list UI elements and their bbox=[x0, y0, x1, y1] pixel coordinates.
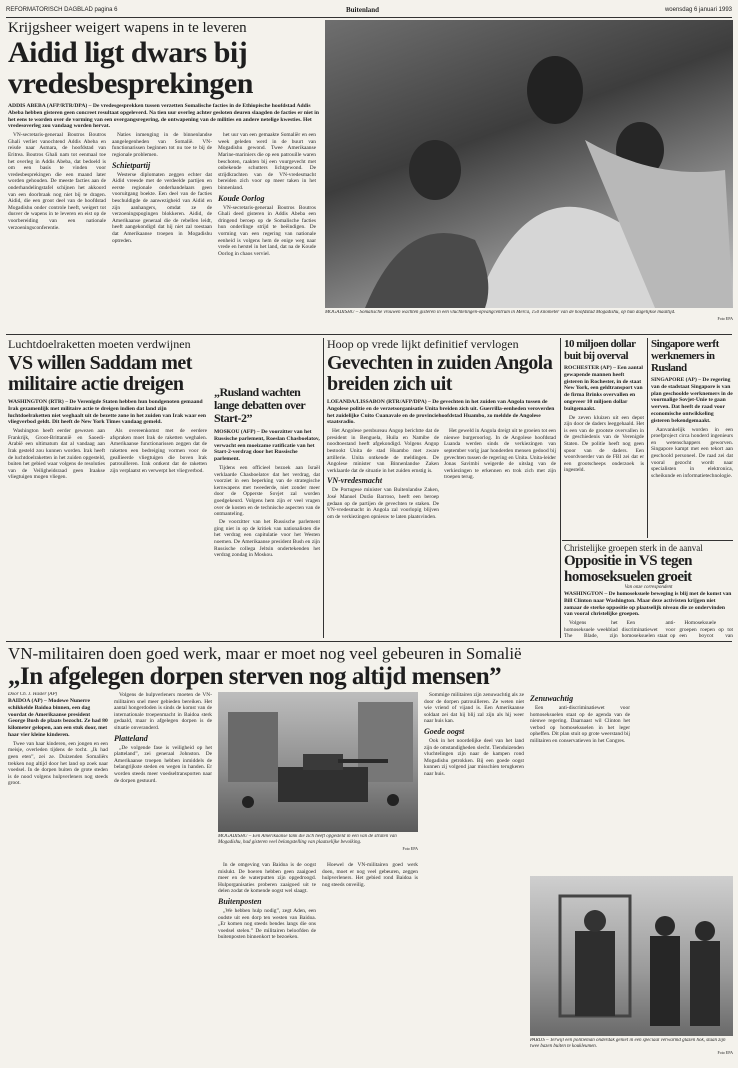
article-text: Een anti-discriminatiewet voor homoseksuelen staat op bbox=[621, 620, 676, 638]
page-header bbox=[6, 6, 732, 16]
header-rule bbox=[6, 17, 732, 18]
article-headline: Gevechten in zuiden Angola breiden zich uit bbox=[327, 352, 553, 395]
article-text: Washington heeft eerder gewezen aan Frankrijk, Groot-Brittannië en Saoedi-Arabië een ultimatum dat al vandaag aan Irak gesteld zou kunnen worden. Irak heeft de luchtdoelraketten in het zuiden opgesteld, buiten het gebied waar volgens de resoluties van de Veiligheidsraad geen Iraakse vliegtuigen mogen vliegen. bbox=[8, 428, 105, 481]
divider bbox=[647, 338, 648, 538]
article-text: het uur van een gemaakte Somaliër en een week geleden werd in de buurt van Mogadishu gewond. Twee Amerikaanse Marine-mariniers die op een patrouille waren beschoten, raakten bij een vuurgevecht met onbekende schutters lichtgewond. De strijdkrachten van de VN-vredesmacht bereiden zich voor op meer taken in het binnenland. bbox=[218, 132, 316, 191]
article-kicker: VN-militairen doen goed werk, maar er moet nog veel gebeuren in Somalië bbox=[8, 644, 522, 663]
article-text: De voorzitter van het Russische parlement ging niet in op de kritiek van nationalisten die het verdrag een capitulatie voor het Westen noemen. De Amerikaanse president Bush en zijn Russische collega Jeltsin ondertekenden het verdrag zondag in Moskou. bbox=[214, 519, 320, 559]
article-subhead: VN-vredesmacht bbox=[327, 476, 383, 486]
article-saddam bbox=[8, 338, 208, 638]
divider bbox=[560, 338, 561, 638]
article-text: Hoewel de VN-militairen goed werk doen, moet er nog veel gebeuren, zeggen hulpverleners. Het gebied rond Baidoa is nog steeds onveilig. bbox=[322, 862, 418, 888]
article-text: Homoseksuele groepen roepen op tot een boycot van bbox=[679, 620, 733, 638]
article-headline: Oppositie in VS tegen homoseksuelen groeit bbox=[564, 553, 692, 585]
article-lead: WASHINGTON (RTR) – De Verenigde Staten hebben hun bondgenoten gemaand Irak gezamenlijk met militaire actie te dreigen indien dat land zijn luchtdoelraketten niet weghaalt uit de bezette zone in het zuiden van Irak waar een vliegverbod geldt. Dit heeft de New York Times vandaag gemeld. bbox=[8, 399, 206, 426]
article-headline: Singapore werft werknemers in Rusland bbox=[651, 338, 719, 374]
article-text: VN-secretaris-generaal Boutros Boutros Ghali deed gisteren in Addis Abeba een dringend beroep op de Somalische facties hun onderlinge strijd te beëindigen. De vorming van een regering van nationale eenheid is volgens hem de enige weg naar vrede en herstel in het land, dat na de Koude Oorlog in chaos verviel. bbox=[218, 204, 316, 257]
article-text: Naties inmenging in de binnenlandse aangelegenheden van Somalië. VN-functionarissen beginnen tot nu toe te bij de regionale problemen. bbox=[112, 132, 212, 158]
article-lead: SINGAPORE (AP) – De regering van de stadstaat Singapore is van plan geschoolde werknemers in de voormalige Sovjet-Unie te gaan werven. Dat heeft de raad voor economische ontwikkeling gisteren bekendgemaakt. bbox=[651, 377, 733, 424]
article-subhead: Buitenposten bbox=[218, 896, 262, 906]
article-somalia-col4 bbox=[322, 862, 418, 1062]
article-lead: WASHINGTON – De homoseksuele beweging is blij met de komst van Bill Clinton naar Washington. Maar deze activisten krijgen niet zomaar de sterke oppositie op plaatselijk niveau die ze ondervinden van vooral christelijke groepen. bbox=[564, 591, 732, 618]
divider bbox=[323, 338, 324, 638]
article-headline: „Rusland wachten lange debatten over Start-2” bbox=[214, 386, 305, 425]
photo-paris-police bbox=[530, 876, 733, 1036]
caption-text: MOGADISHU – Een Amerikaanse tank die zich heeft opgesteld in een van de straten van Mogadishu, had gisteren veel belangstelling van plaatselijke bevolking. bbox=[218, 834, 397, 845]
photo-credit: Foto EPA bbox=[402, 846, 418, 851]
article-text: VN-secretaris-generaal Boutros Boutros Ghali verliet vanochtend Addis Abeba en reisde naar Asmara, de hoofdstad van Eritrea. Boutros Ghali nam tot eenmaal toe het overleg in Addis Abeba, dat bedoeld is om een basis te vinden voor vredesbesprekingen die een maand later worden gehouden. De meeste facties aan de onderhandelingstafel schijnen het akkoord van een doorbraak nog niet bij te dragen. Aidid, die een groot deel van de hoofdstad Mogadishu onder controle heeft, weigert tot dusver de wapens in te leveren en eist op de voorbereiding van een nationale verzoeningsconferentie. bbox=[8, 132, 106, 231]
article-somalia-col3 bbox=[218, 862, 316, 1062]
article-text: Het geweld in Angola dreigt uit te groeien tot een nieuwe burgeroorlog. In de Angolese hoofdstad Luanda werden sinds de verkiezingen van september vorig jaar honderden mensen gedood bij gevechten tussen de regering en Unita. Unita-leider Jonas Savimbi weigerde de uitslag van de verkiezingen te erkennen en trok zich met zijn troepen terug. bbox=[444, 428, 556, 481]
article-singapore bbox=[651, 338, 733, 538]
photo-tank bbox=[218, 692, 418, 832]
header-paper-name: REFORMATORISCH DAGBLAD pagina 6 bbox=[6, 7, 118, 13]
article-byline: Door Ch. J. Hasler (AP) bbox=[8, 692, 58, 697]
article-text: Westerse diplomaten zeggen echter dat Aidid vreesde met de verdeelde partijen en eerste regionale onderhandelaars geen vooruitgang boekte. Een deel van de facties beschuldigde de aanwezigheid van Aidid en zijn aanhangers, omdat ze de verzoeningspogingen blokkeren. Aidid, de Amerikaanse generaal die de rebellen leidt, heeft aangekondigd dat hij niet zal toestaan dat Amerikaanse troepen in Mogadishu optreden. bbox=[112, 171, 212, 244]
caption-text: PARIJS – Terwijl een politieman onderdak geniet in een speciaal verwarmd glazen hok, staan zijn twee bazen buiten te koukleumen. bbox=[530, 1038, 726, 1049]
article-start2 bbox=[214, 386, 320, 636]
article-subhead: Koude Oorlog bbox=[218, 193, 265, 203]
article-headline: VS willen Saddam met militaire actie dreigen bbox=[8, 352, 192, 395]
divider bbox=[562, 540, 733, 541]
article-text: De zeven kluizen uit een depot zijn door de daders leeggehaald. Het is een van de grootste overvallen in de geschiedenis van de Verenigde Staten. De politie heeft nog geen spoor van de daders. Een woordvoerder van de FBI zei dat er een grootscheeps onderzoek is ingesteld. bbox=[564, 414, 644, 474]
article-somalia-col1 bbox=[8, 692, 108, 1062]
article-lead: ADDIS ABEBA (AFP/RTR/DPA) – De vredesgesprekken tussen verzetten Somalische facties in de Ethiopische hoofdstad Addis Abeba hebben gisteren geen concreet resultaat opgeleverd. Na tien uur overleg achter gesloten deuren slaagden de facties er niet in het eens te worden over de vorming van een overgangsregering, de ontwapening van de milities en andere netelige kwesties. Het vredesoverleg zou vandaag worden hervat. bbox=[8, 103, 319, 130]
photo1-caption bbox=[325, 310, 733, 332]
article-angola bbox=[327, 338, 557, 638]
article-kicker: Hoop op vrede lijkt definitief vervlogen bbox=[327, 338, 519, 351]
article-text: „De volgende fase is veiligheid op het platteland”, zei generaal Johnston. De Amerikaanse troepen hebben inmiddels de belangrijkste steden en wegen in handen. Er worden steeds meer voedseltransporten naar de dorpen gestuurd. bbox=[114, 744, 212, 784]
caption-text: MOGADISHU – Somalische vrouwen wachten gisteren in een vluchtelingen-opvangcentrum in Merca, 150 kilometer van de hoofdstad Mogadishu, op hun dagelijkse maaltijd. bbox=[325, 310, 676, 315]
photo-image bbox=[218, 692, 418, 832]
article-text: Volgens de hulpverleners moeten de VN-militairen snel meer gebieden bereiken. Het aantal hongerdoden is sinds de komst van de internationale troepenmacht in Baidoa sterk gedaald, maar in afgelegen dorpen is de situatie onveranderd. bbox=[114, 692, 212, 731]
article-headline: 10 miljoen dollar buit bij overval bbox=[564, 338, 636, 362]
article-somalia-col5 bbox=[424, 692, 524, 1062]
article-kicker: Luchtdoelraketten moeten verdwijnen bbox=[8, 338, 191, 351]
photo2-caption bbox=[218, 834, 418, 858]
article-text: „We hebben hulp nodig”, zegt Aden, een oudste uit een dorp ten westen van Baidoa. „Er komen nog steeds bendes langs die ons voedsel stelen.” De militairen beloofden de buitenposten binnenkort te bezoeken. bbox=[218, 907, 316, 941]
article-lead: BAIDOA (AP) – Modewe Nunerre schikkelde Baidoa binnen, een dag voordat de Amerikaanse president George Bush de plaats bezocht. Ze had 80 kilometer gelopen, aan een stuk door, met haar vier kleine kinderen. bbox=[8, 698, 108, 738]
article-rochester bbox=[564, 338, 644, 538]
divider bbox=[6, 334, 732, 335]
article-headline: „In afgelegen dorpen sterven nog altijd mensen” bbox=[8, 663, 502, 690]
article-text: De Portugese minister van Buitenlandse Zaken, José Manuel Durão Barroso, heeft een beroep gedaan op de partijen de gevechten te staken. De VN-vredesmacht in Angola zal voorlopig blijven om de verkiezingen opnieuw te laten plaatsvinden. bbox=[327, 487, 439, 520]
article-aidid bbox=[8, 20, 320, 332]
article-lead: MOSKOU (AFP) – De voorzitter van het Russische parlement, Roeslan Chasboelatov, verwacht een moeizame ratificatie van het Start-2-verdrag door het Russische parlement. bbox=[214, 429, 320, 463]
article-subhead: Zenuwachtig bbox=[530, 694, 574, 703]
header-date: woensdag 6 januari 1993 bbox=[664, 7, 732, 13]
article-byline: Van onze correspondent bbox=[624, 585, 673, 590]
article-subhead: Goede oogst bbox=[424, 726, 465, 736]
article-somalia-col6 bbox=[530, 692, 630, 872]
article-kicker: Krijgsheer weigert wapens in te leveren bbox=[8, 20, 247, 36]
photo3-caption bbox=[530, 1038, 733, 1064]
article-text: Als overeenkomst met de eerdere afspraken moet Irak de raketten weghalen. Amerikaanse functionarissen zeggen dat de raketten een bedreiging vormen voor de geallieerde vliegtuigen die boven Irak patrouilleren. Irak ontkent dat de raketten zijn verplaatst en verwerpt het vliegverbod. bbox=[110, 428, 207, 474]
article-text: Aanvankelijk worden in een proefproject circa honderd ingenieurs en wetenschappers geworven. Singapore kampt met een tekort aan geschoold personeel. De raad zei dat vooral gezocht wordt naar specialisten in elektronica, scheikunde en informatietechnologie. bbox=[651, 426, 733, 479]
article-somalia-col2 bbox=[114, 692, 212, 1062]
article-text: Sommige militairen zijn zenuwachtig als ze door de dorpen patrouilleren. Ze weten niet wie vriend of vijand is. Een Amerikaanse soldaat zei dat hij blij zal zijn als hij weer naar huis kan. bbox=[424, 692, 524, 725]
article-text: Tijdens een officieel bezoek aan Israël verklaarde Chasboelatov dat het verdrag, dat voorziet in een beperking van de strategische kernwapens met tweederde, niet zonder meer door de Opperste Sovjet zal worden goedgekeurd. Volgens hem zijn er veel vragen over de kosten en de technische aspecten van de ontmanteling. bbox=[214, 464, 320, 518]
photo-image bbox=[325, 20, 733, 308]
photo-image bbox=[530, 876, 733, 1036]
article-homosexuals bbox=[564, 543, 733, 638]
article-subhead: Platteland bbox=[114, 733, 148, 743]
article-lead: LOEANDA/LISSABON (RTR/AFP/DPA) – De gevechten in het zuiden van Angola tussen de Angolese politie en de verzetsorganisatie Unita breiden zich uit. Guerrilla-eenheden veroverden het zuidelijke Cuito Cuanavale en de provinciehoofdstad Huambo, zo meldde de Angolese staatsradio. bbox=[327, 399, 555, 426]
article-text: Volgens het homoseksuele weekblad The Blade, zijn bbox=[564, 620, 618, 638]
article-text: In de omgeving van Baidoa is de oogst mislukt. De boeren hebben geen zaaigoed meer en de waterputten zijn opgedroogd. Hulporganisaties proberen zaaigoed uit te delen zodat de komende oogst wel slaagt. bbox=[218, 862, 316, 895]
article-kicker: Christelijke groepen sterk in de aanval bbox=[564, 543, 703, 553]
article-lead: ROCHESTER (AP) – Een aantal gewapende mannen heeft gisteren in Rochester, in de staat New York, een geldtransport van de firma Brinks overvallen en ongeveer 10 miljoen dollar buitgemaakt. bbox=[564, 365, 643, 412]
article-text: Het Angolese persbureau Angop berichtte dat de president in Benguela, Huila en Namibe de noodtoestand heeft afgekondigd. Volgens Angop bestookt Unita de stad Huambo met zware artillerie. Unita ontkende de meldingen. De Angolese minister van Binnenlandse Zaken verklaarde dat de situatie in het zuiden ernstig is. bbox=[327, 428, 439, 474]
article-headline: Aidid ligt dwars bij vredesbesprekingen bbox=[8, 36, 253, 100]
photo-credit: Foto EPA bbox=[717, 1050, 733, 1055]
photo-somali-women bbox=[325, 20, 733, 308]
article-subhead: Schietpartij bbox=[112, 160, 151, 170]
article-text: Een anti-discriminatiewet voor homoseksuelen staat op de agenda van de nieuwe regering. Daarnaast wil Clinton het verbod op homoseksuelen in het leger opheffen. Dit plan stuit op grote weerstand bij militairen en conservatieven in het Congres. bbox=[530, 705, 630, 744]
article-text: Ook in het noordelijke deel van het land zijn de omstandigheden slecht. Tienduizenden vluchtelingen zijn naar de kampen rond Mogadishu getrokken. Bij een goede oogst kunnen zij volgend jaar misschien terugkeren naar huis. bbox=[424, 737, 524, 777]
header-section: Buitenland bbox=[346, 6, 380, 14]
divider bbox=[6, 641, 732, 642]
article-text: Twee van haar kinderen, een jongen en een meisje, overleden tijdens de tocht. „Ik had geen eten”, zei ze. Duizenden Somaliërs trekken nog altijd door het land op zoek naar voedsel. In de dorpen buiten de grote steden is de nood volgens hulpverleners nog steeds groot. bbox=[8, 740, 108, 787]
photo-credit: Foto EPA bbox=[717, 316, 733, 321]
